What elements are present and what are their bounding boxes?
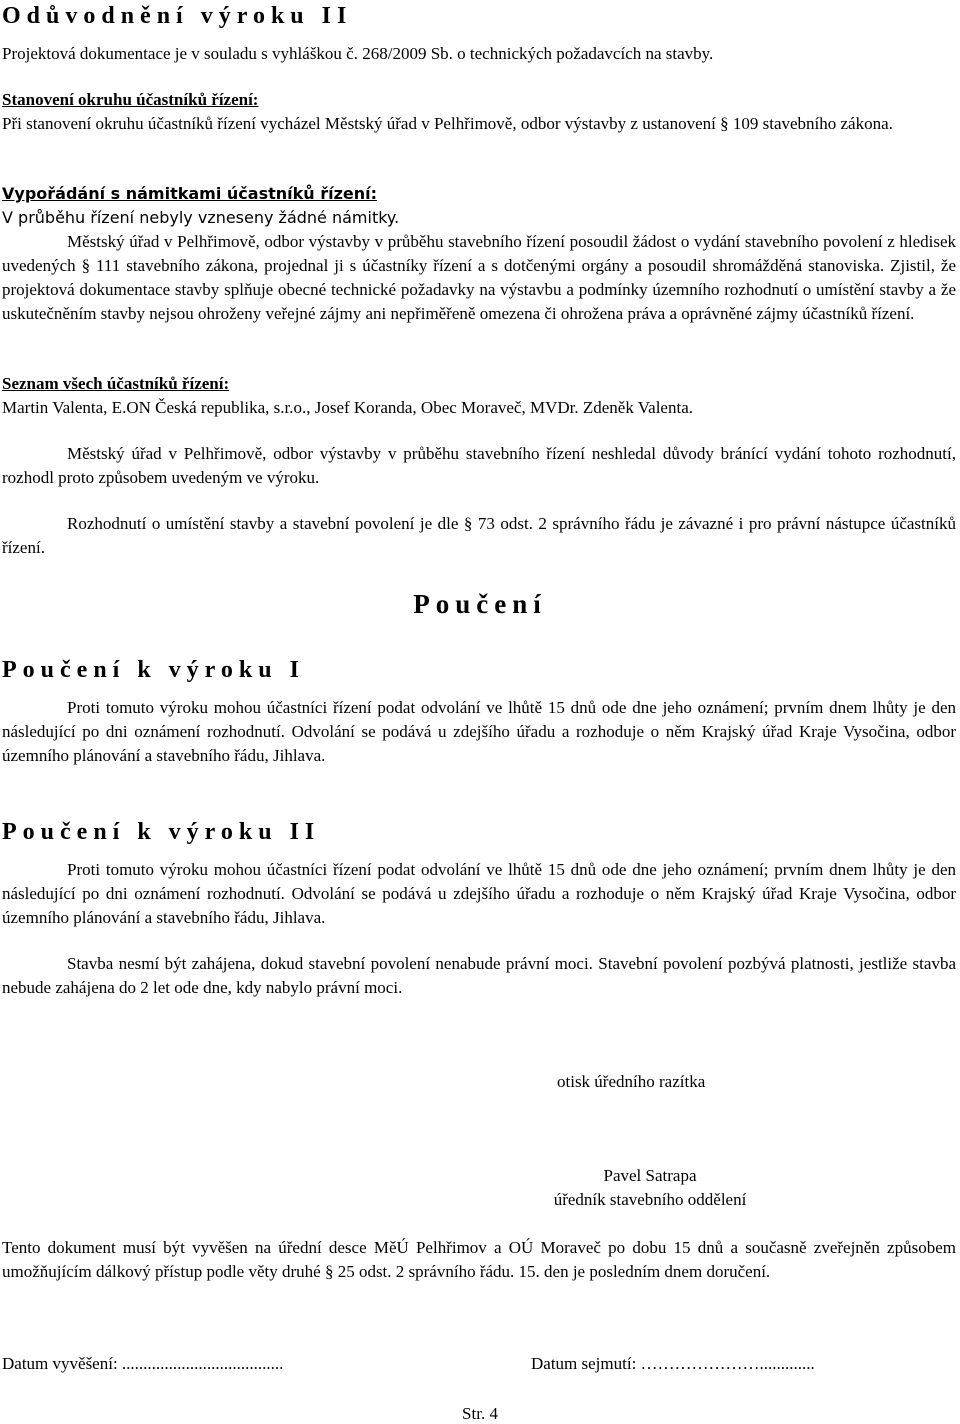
heading-oduvodneni-vyroku-ii: Odůvodnění výroku II xyxy=(2,3,353,29)
stavba-paragraph: Stavba nesmí být zahájena, dokud stavební povolení nenabude právní moci. Stavební povolení pozbývá platnosti, jestliže stavba nebude zahájena do 2 let ode dne, kdy nabylo právní moci. xyxy=(2,954,956,997)
heading-vyporadani: Vypořádání s námitkami účastníků řízení: xyxy=(2,184,378,203)
heading-pouceni-vyroku-i: Poučení k výroku I xyxy=(2,657,305,683)
neshledal-paragraph: Městský úřad v Pelhřimově, odbor výstavby v průběhu stavebního řízení neshledal důvody bránící vydání tohoto rozhodnutí, rozhodl proto způsobem uvedeným ve výroku. xyxy=(2,444,956,487)
heading-stanoveni: Stanovení okruhu účastníků řízení: xyxy=(2,90,259,109)
zavazne-paragraph: Rozhodnutí o umístění stavby a stavební povolení je dle § 73 odst. 2 správního řádu je závazné i pro právní nástupce účastníků řízení. xyxy=(2,514,956,557)
heading-pouceni: Poučení xyxy=(413,589,547,619)
page-number: Str. 4 xyxy=(462,1404,498,1423)
intro-text: Projektová dokumentace je v souladu s vyhláškou č. 268/2009 Sb. o technických požadavcích na stavby. xyxy=(2,44,714,63)
vyporadani-paragraph: Městský úřad v Pelhřimově, odbor výstavby v průběhu stavebního řízení posoudil žádost o vydání stavebního povolení z hledisek uvedených § 111 stavebního zákona, projednal ji s účastníky řízení a s dotčenými orgány a posoudil shromážděná stanoviska. Zjistil, že projektová dokumentace stavby splňuje obecné technické požadavky na výstavbu a podmínky územního rozhodnutí o umístění stavby a že uskutečněním stavby nejsou ohroženy veřejné zájmy ani nepřiměřeně omezena či ohrožena práva a oprávněné zájmy účastníků řízení. xyxy=(2,232,956,323)
pouceni-vyroku-ii-text: Proti tomuto výroku mohou účastníci řízení podat odvolání ve lhůtě 15 dnů ode dne jeho oznámení; prvním dnem lhůty je den následující po dni oznámení rozhodnutí. Odvolání se podává u zdejšího úřadu a rozhoduje o něm Krajský úřad Kraje Vysočina, odbor územního plánování a stavebního řádu, Jihlava. xyxy=(2,860,956,927)
vyporadani-text: V průběhu řízení nebyly vzneseny žádné námitky. xyxy=(2,208,400,227)
signatory-name: Pavel Satrapa xyxy=(603,1166,697,1185)
heading-seznam-ucastniku: Seznam všech účastníků řízení: xyxy=(2,374,230,393)
pouceni-vyroku-i-text: Proti tomuto výroku mohou účastníci řízení podat odvolání ve lhůtě 15 dnů ode dne jeho oznámení; prvním dnem lhůty je den následující po dni oznámení rozhodnutí. Odvolání se podává u zdejšího úřadu a rozhoduje o něm Krajský úřad Kraje Vysočina, odbor územního plánování a stavebního řádu, Jihlava. xyxy=(2,698,956,765)
date-removed: Datum sejmutí: …………………............. xyxy=(531,1354,815,1373)
signatory-role: úředník stavebního oddělení xyxy=(553,1190,747,1209)
posting-notice: Tento dokument musí být vyvěšen na úřední desce MěÚ Pelhřimov a OÚ Moraveč po dobu 15 dnů a současně zveřejněn způsobem umožňujícím dálkový přístup podle věty druhé § 25 odst. 2 správního řádu. 15. den je posledním dnem doručení. xyxy=(2,1238,956,1281)
stanoveni-text: Při stanovení okruhu účastníků řízení vycházel Městský úřad v Pelhřimově, odbor výstavby z ustanovení § 109 stavebního zákona. xyxy=(2,114,893,133)
seznam-ucastniku-text: Martin Valenta, E.ON Česká republika, s.r.o., Josef Koranda, Obec Moraveč, MVDr. Zdeněk Valenta. xyxy=(2,398,693,417)
heading-pouceni-vyroku-ii: Poučení k výroku II xyxy=(2,819,321,845)
stamp-placeholder: otisk úředního razítka xyxy=(557,1072,706,1091)
date-posted: Datum vyvěšení: ...................................... xyxy=(2,1354,284,1373)
